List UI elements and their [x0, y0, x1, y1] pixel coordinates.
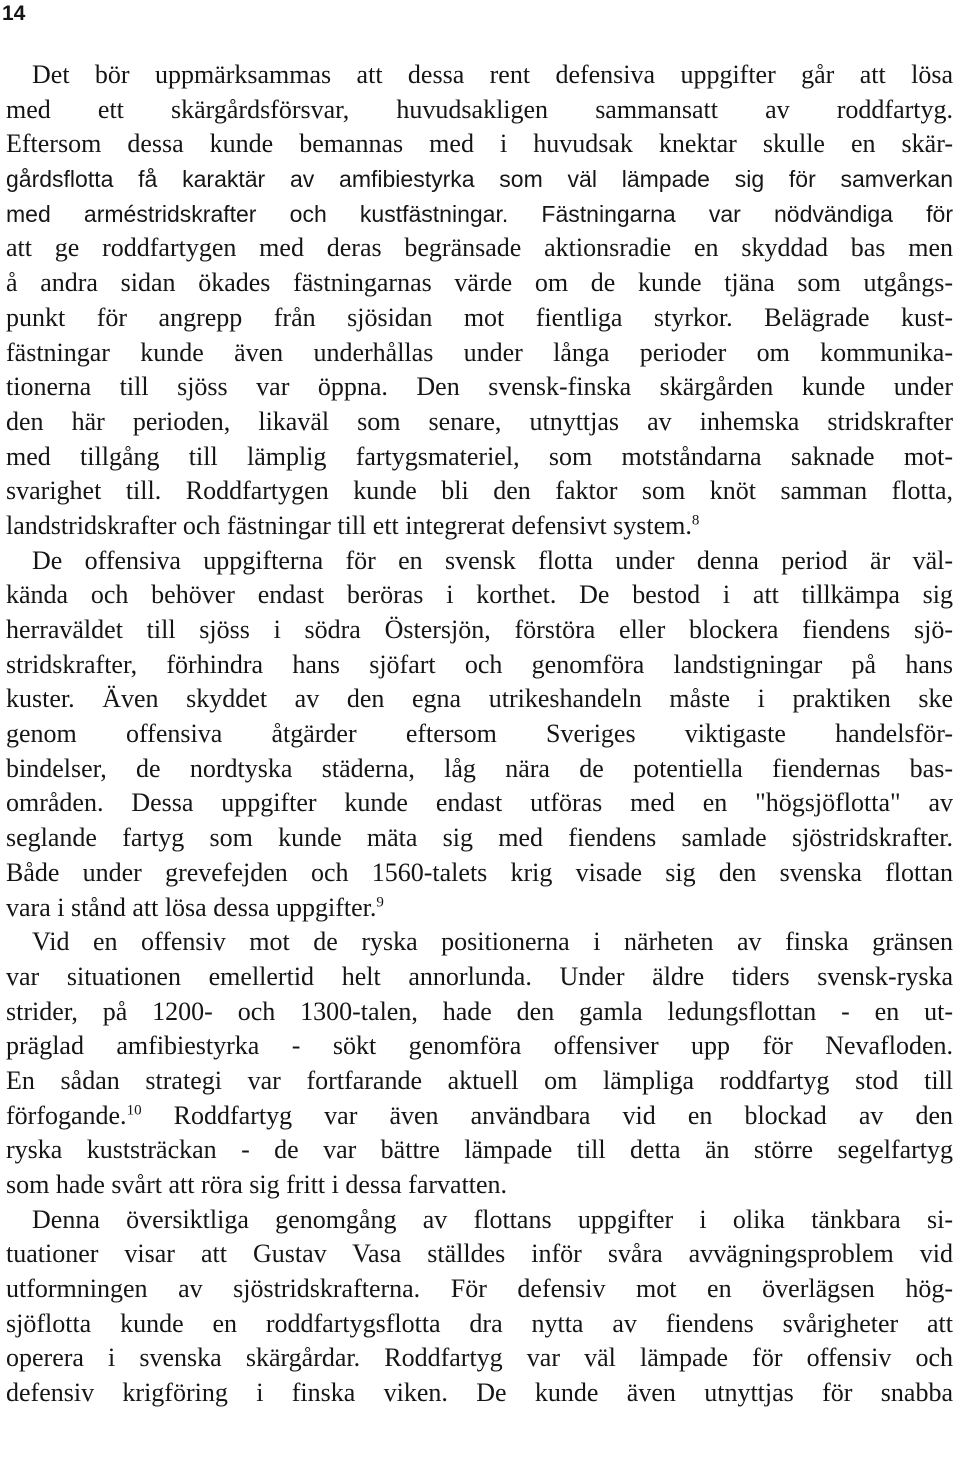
text-line [6, 1376, 953, 1411]
text-line [6, 1203, 953, 1238]
line-text: bindelser, de nordtyska städerna, låg nära de potentiella fiendernas bas- [6, 753, 953, 783]
footnote-reference: 10 [126, 1101, 142, 1118]
text-line [6, 266, 953, 301]
text-line [6, 1237, 953, 1272]
line-text: kuster. Även skyddet av den egna utrikeshandeln måste i praktiken ske [6, 684, 953, 714]
text-line [6, 231, 953, 266]
text-line [6, 440, 953, 475]
line-text: seglande fartyg som kunde mäta sig med fiendens samlade sjöstridskrafter. [6, 823, 953, 853]
line-text: landstridskrafter och fästningar till ett integrerat defensivt system. [6, 510, 692, 540]
line-text: att ge roddfartygen med deras begränsade aktionsradie en skyddad bas men [6, 233, 953, 263]
line-text: med tillgång till lämplig fartygsmateriel, som motståndarna saknade mot- [6, 441, 953, 471]
line-text: som hade svårt att röra sig fritt i dessa farvatten. [6, 1170, 508, 1199]
text-line [6, 752, 953, 787]
text-line [6, 786, 953, 821]
page-number: 14 [2, 2, 26, 25]
text-line [6, 578, 953, 613]
body-text [6, 58, 953, 1411]
text-line [6, 682, 953, 717]
text-line [6, 127, 953, 162]
text-line [6, 336, 953, 371]
text-line [6, 544, 953, 579]
line-text: utformningen av sjöstridskrafterna. För defensiv mot en överlägsen hög- [6, 1274, 953, 1304]
text-line [6, 1341, 953, 1376]
line-text: gårdsflotta få karaktär av amfibiestyrka som väl lämpade sig för samverkan [6, 166, 953, 193]
text-line [6, 93, 953, 128]
line-text: Det bör uppmärksammas att dessa rent defensiva uppgifter går att lösa [32, 60, 953, 89]
text-line [6, 821, 953, 856]
line-text: De offensiva uppgifterna för en svensk flotta under denna period är väl- [32, 545, 953, 575]
line-text: förfogande. [6, 1100, 127, 1130]
text-line [6, 1168, 953, 1203]
line-text: defensiv krigföring i finska viken. De kunde även utnyttjas för snabba [6, 1378, 953, 1408]
line-text: med ett skärgårdsförsvar, huvudsakligen sammansatt av roddfartyg. [6, 94, 953, 124]
text-line [6, 925, 953, 960]
text-line [6, 197, 953, 232]
text-line [6, 474, 953, 509]
line-text: punkt för angrepp från sjösidan mot fientliga styrkor. Belägrade kust- [6, 302, 953, 332]
text-line [6, 1064, 953, 1099]
footnote-reference: 8 [691, 512, 700, 529]
footnote-reference: 9 [376, 893, 384, 910]
text-line [6, 58, 953, 93]
text-line [6, 301, 953, 336]
text-line [6, 1029, 953, 1064]
line-text: Eftersom dessa kunde bemannas med i huvudsak knektar skulle en skär- [6, 129, 953, 159]
text-line [6, 995, 953, 1030]
line-text: sjöflotta kunde en roddfartygsflotta dra nytta av fiendens svårigheter att [6, 1308, 953, 1338]
text-line [6, 1272, 953, 1307]
line-text: områden. Dessa uppgifter kunde endast utföras med en "högsjöflotta" av [6, 788, 953, 818]
line-text: stridskrafter, förhindra hans sjöfart och genomföra landstigningar på hans [6, 649, 953, 679]
line-text: präglad amfibiestyrka - sökt genomföra offensiver upp för Nevafloden. [6, 1031, 953, 1061]
line-text: herraväldet till sjöss i södra Östersjön, förstöra eller blockera fiendens sjö- [6, 615, 953, 644]
text-line [6, 960, 953, 995]
line-text: å andra sidan ökades fästningarnas värde om de kunde tjäna som utgångs- [6, 268, 953, 298]
line-text: Denna översiktliga genomgång av flottans uppgifter i olika tänkbara si- [32, 1204, 953, 1234]
text-line [6, 509, 953, 544]
line-text: vara i stånd att lösa dessa uppgifter. [6, 892, 377, 922]
text-line [6, 162, 953, 197]
line-text: den här perioden, likaväl som senare, utnyttjas av inhemska stridskrafter [6, 406, 953, 436]
text-line [6, 648, 953, 683]
text-line [6, 405, 953, 440]
line-text: strider, på 1200- och 1300-talen, hade den gamla ledungsflottan - en ut- [6, 996, 953, 1026]
line-text: tionerna till sjöss var öppna. Den svensk-finska skärgården kunde under [6, 372, 953, 402]
line-text: kända och behöver endast beröras i korthet. De bestod i att tillkämpa sig [6, 580, 953, 610]
line-text-continued: Roddfartyg var även användbara vid en blockad av den [141, 1100, 953, 1130]
line-text: En sådan strategi var fortfarande aktuell om lämpliga roddfartyg stod till [6, 1065, 953, 1095]
line-text: svarighet till. Roddfartygen kunde bli den faktor som knöt samman flotta, [6, 476, 953, 506]
line-text: tuationer visar att Gustav Vasa ställdes inför svåra avvägningsproblem vid [6, 1239, 953, 1269]
line-text: Vid en offensiv mot de ryska positionerna i närheten av finska gränsen [32, 927, 953, 957]
text-line [6, 856, 953, 891]
line-text: var situationen emellertid helt annorlunda. Under äldre tiders svensk-ryska [6, 961, 953, 991]
text-line [6, 717, 953, 752]
line-text: genom offensiva åtgärder eftersom Sveriges viktigaste handelsför- [6, 719, 953, 749]
text-line [6, 613, 953, 648]
text-line [6, 1307, 953, 1342]
text-line [6, 370, 953, 405]
line-text: Både under grevefejden och 1560-talets krig visade sig den svenska flottan [6, 857, 953, 887]
text-line [6, 1099, 953, 1134]
line-text: med arméstridskrafter och kustfästningar. Fästningarna var nödvändiga för [6, 200, 953, 227]
line-text: fästningar kunde även underhållas under långa perioder om kommunika- [6, 337, 953, 367]
line-text: operera i svenska skärgårdar. Roddfartyg var väl lämpade för offensiv och [6, 1343, 953, 1373]
text-line [6, 891, 953, 926]
text-line [6, 1133, 953, 1168]
line-text: ryska kuststräckan - de var bättre lämpade till detta än större segelfartyg [6, 1135, 953, 1165]
